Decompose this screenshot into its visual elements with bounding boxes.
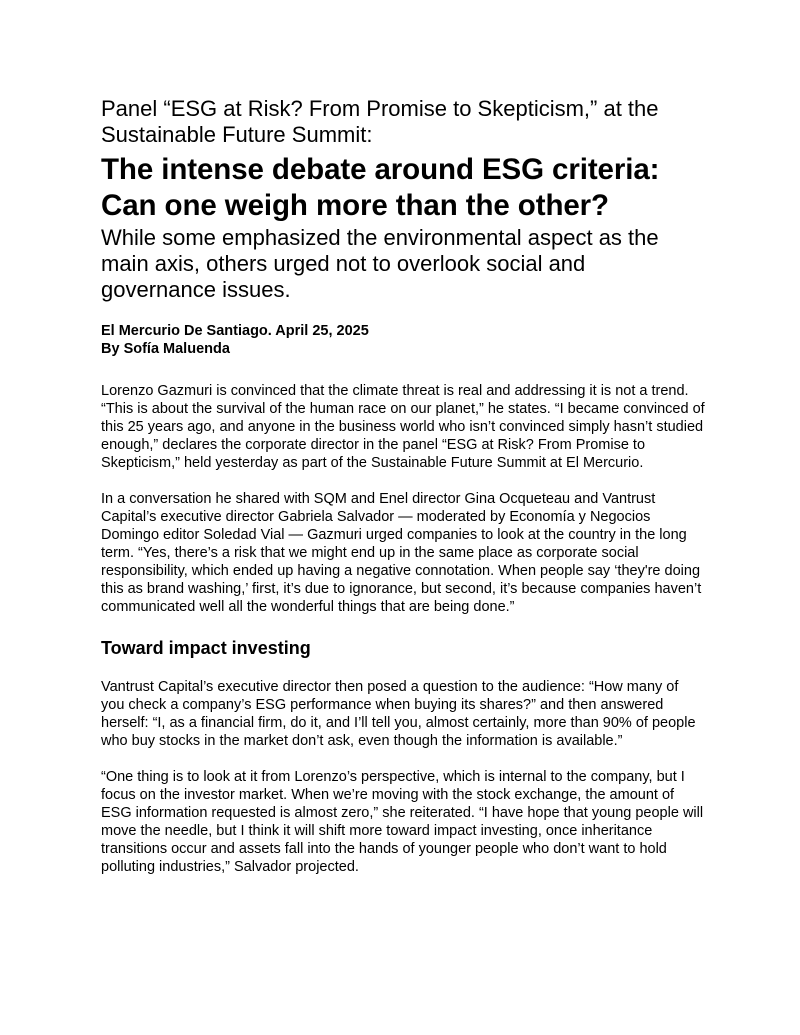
source-line: El Mercurio De Santiago. April 25, 2025 — [101, 323, 369, 339]
byline — [101, 322, 705, 358]
body-paragraph: “One thing is to look at it from Lorenzo’s perspective, which is internal to the company, but I focus on the investor market. When we’re moving with the stock exchange, the amount of ESG information requested is almost zero,” she reiterated. “I have hope that young people will move the needle, but I think it will shift more toward impact investing, once inheritance transitions occur and assets fall into the hands of younger people who don’t want to hold polluting industries,” Salvador projected. — [101, 769, 704, 875]
body-paragraph: In a conversation he shared with SQM and Enel director Gina Ocqueteau and Vantrust Capital’s executive director Gabriela Salvador — moderated by Economía y Negocios Domingo editor Soledad Vial — Gazmuri urged companies to look at the country in the long term. “Yes, there’s a risk that we might end up in the same place as corporate social responsibility, which ended up having a negative connotation. When people say ‘they're doing this as brand washing,’ first, it’s due to ignorance, but second, it’s because companies haven’t communicated well all the wonderful things that are being done.” — [101, 491, 702, 615]
article-headline: The intense debate around ESG criteria: Can one weigh more than the other? — [101, 153, 660, 222]
article — [101, 96, 705, 876]
article-dek: While some emphasized the environmental aspect as the main axis, others urged not to overlook social and governance issues. — [101, 225, 659, 302]
body-paragraph: Lorenzo Gazmuri is convinced that the climate threat is real and addressing it is not a trend. “This is about the survival of the human race on our planet,” he states. “I became convinced of this 25 years ago, and anyone in the business world who isn’t convinced simply hasn’t studied enough,” declares the corporate director in the panel “ESG at Risk? From Promise to Skepticism,” held yesterday as part of the Sustainable Future Summit at El Mercurio. — [101, 383, 705, 471]
section-subhead: Toward impact investing — [101, 638, 311, 658]
author-line: By Sofía Maluenda — [101, 341, 230, 357]
article-kicker: Panel “ESG at Risk? From Promise to Skepticism,” at the Sustainable Future Summit: — [101, 96, 659, 147]
body-paragraph: Vantrust Capital’s executive director then posed a question to the audience: “How many of you check a company’s ESG performance when buying its shares?” and then answered herself: “I, as a financial firm, do it, and I’ll tell you, almost certainly, more than 90% of people who buy stocks in the market don’t ask, even though the information is available.” — [101, 679, 696, 749]
